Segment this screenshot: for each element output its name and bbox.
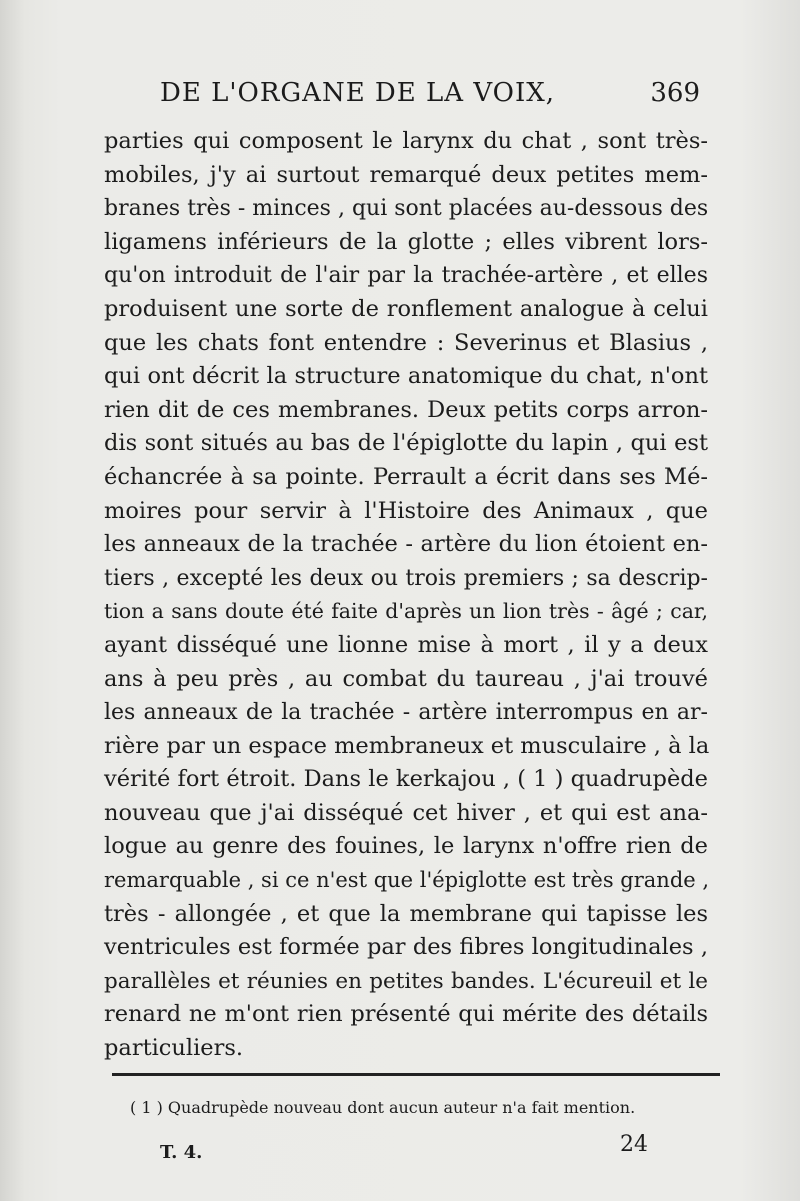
text-line: remarquable , si ce n'est que l'épiglotte est très grande , bbox=[104, 868, 710, 893]
text-line: ayant disséqué une lionne mise à mort , il y a deux bbox=[104, 631, 708, 658]
text-line: que les chats font entendre : Severinus et Blasius , bbox=[104, 329, 708, 356]
text-line: parallèles et réunies en petites bandes. L'écureuil et le bbox=[104, 968, 708, 994]
text-line: échancrée à sa pointe. Perrault a écrit dans ses Mé- bbox=[104, 463, 708, 490]
text-line: mobiles, j'y ai surtout remarqué deux petites mem- bbox=[104, 161, 708, 188]
text-line: renard ne m'ont rien présenté qui mérite des détails bbox=[104, 1001, 708, 1028]
footnote-rule bbox=[112, 1073, 720, 1076]
signature-mark: T. 4. bbox=[160, 1142, 203, 1163]
footnote: ( 1 ) Quadrupède nouveau dont aucun auteur n'a fait mention. bbox=[130, 1098, 636, 1117]
text-line: parties qui composent le larynx du chat , sont très- bbox=[104, 128, 708, 154]
text-line: rière par un espace membraneux et musculaire , à la bbox=[104, 732, 710, 759]
page-header bbox=[160, 78, 700, 118]
text-line: très - allongée , et que la membrane qui tapisse les bbox=[104, 900, 708, 927]
text-line: qu'on introduit de l'air par la trachée-artère , et elles bbox=[104, 263, 708, 289]
text-line: particuliers. bbox=[104, 1035, 244, 1062]
text-line: tion a sans doute été faite d'après un lion très - âgé ; car, bbox=[104, 599, 708, 624]
text-line: les anneaux de la trachée - artère du lion étoient en- bbox=[104, 531, 708, 558]
text-line: logue au genre des fouines, le larynx n'offre rien de bbox=[104, 833, 708, 860]
signature-number: 24 bbox=[620, 1132, 648, 1157]
running-title: DE L'ORGANE DE LA VOIX, bbox=[160, 78, 556, 108]
text-line: tiers , excepté les deux ou trois premiers ; sa descrip- bbox=[104, 565, 708, 591]
text-line: rien dit de ces membranes. Deux petits corps arron- bbox=[104, 396, 708, 423]
text-line: dis sont situés au bas de l'épiglotte du lapin , qui est bbox=[104, 430, 708, 457]
text-line: les anneaux de la trachée - artère interrompus en ar- bbox=[104, 700, 708, 726]
page-number: 369 bbox=[650, 78, 700, 108]
text-line: moires pour servir à l'Histoire des Animaux , que bbox=[104, 497, 708, 524]
text-line: qui ont décrit la structure anatomique du chat, n'ont bbox=[104, 363, 708, 390]
text-line: nouveau que j'ai disséqué cet hiver , et qui est ana- bbox=[104, 799, 708, 826]
text-line: vérité fort étroit. Dans le kerkajou , ( 1 ) quadrupède bbox=[104, 766, 708, 793]
text-line: branes très - minces , qui sont placées au-dessous des bbox=[104, 196, 709, 222]
body-text bbox=[104, 125, 708, 1066]
text-line: produisent une sorte de ronflement analogue à celui bbox=[104, 295, 708, 322]
text-line: ligamens inférieurs de la glotte ; elles vibrent lors- bbox=[104, 228, 708, 255]
text-line: ventricules est formée par des fibres longitudinales , bbox=[104, 934, 708, 961]
text-line: ans à peu près , au combat du taureau , j'ai trouvé bbox=[104, 665, 708, 692]
